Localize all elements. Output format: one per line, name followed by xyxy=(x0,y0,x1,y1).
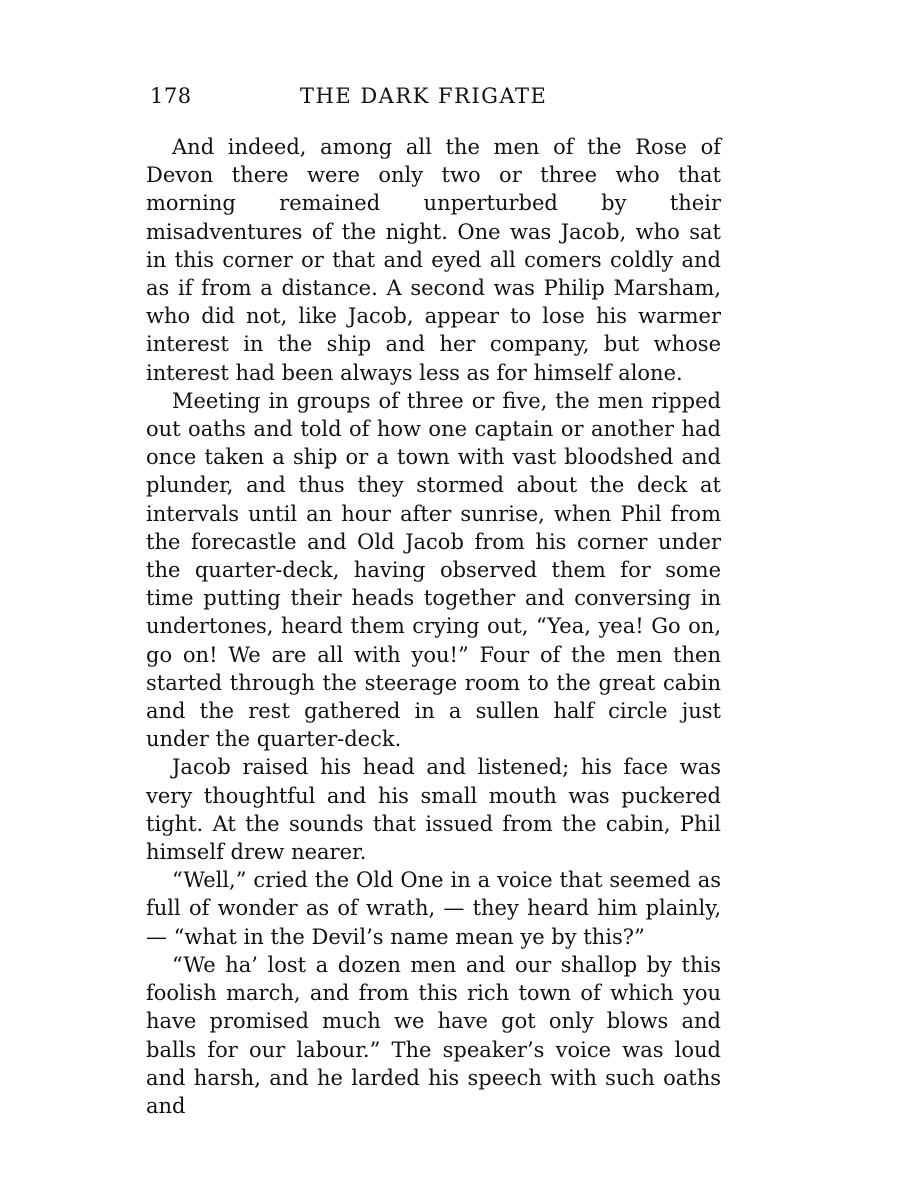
paragraph: Meeting in groups of three or five, the men ripped out oaths and told of how one captain or another had once taken a ship or a town with vast bloodshed and plunder, and thus they stormed about the deck at intervals until an hour after sunrise, when Phil from the forecastle and Old Jacob from his corner under the quarter-deck, having observed them for some time putting their heads together and conversing in undertones, heard them crying out, “Yea, yea! Go on, go on! We are all with you!” Four of the men then started through the steerage room to the great cabin and the rest gathered in a sullen half circle just under the quarter-deck. xyxy=(146,388,721,752)
paragraph: “We ha’ lost a dozen men and our shallop by this foolish march, and from this rich town of which you have promised much we have got only blows and balls for our labour.” The speaker’s voice was loud and harsh, and he larded his speech with such oaths and xyxy=(146,952,721,1118)
paragraph: Jacob raised his head and listened; his face was very thoughtful and his small mouth was puckered tight. At the sounds that issued from the cabin, Phil himself drew nearer. xyxy=(146,755,721,865)
paragraph: “Well,” cried the Old One in a voice that seemed as full of wonder as of wrath, — they heard him plainly, — “what in the Devil’s name mean ye by this?” xyxy=(146,868,721,949)
running-title: THE DARK FRIGATE xyxy=(300,84,548,108)
page-number: 178 xyxy=(150,84,192,108)
paragraph: And indeed, among all the men of the Rose of Devon there were only two or three who that morning remained unperturbed by their misadventures of the night. One was Jacob, who sat in this corner or that and eyed all comers coldly and as if from a distance. A second was Philip Marsham, who did not, like Jacob, appear to lose his warmer interest in the ship and her company, but whose interest had been always less as for himself alone. xyxy=(146,135,721,385)
body-text xyxy=(146,133,721,1120)
page-header xyxy=(150,84,720,114)
